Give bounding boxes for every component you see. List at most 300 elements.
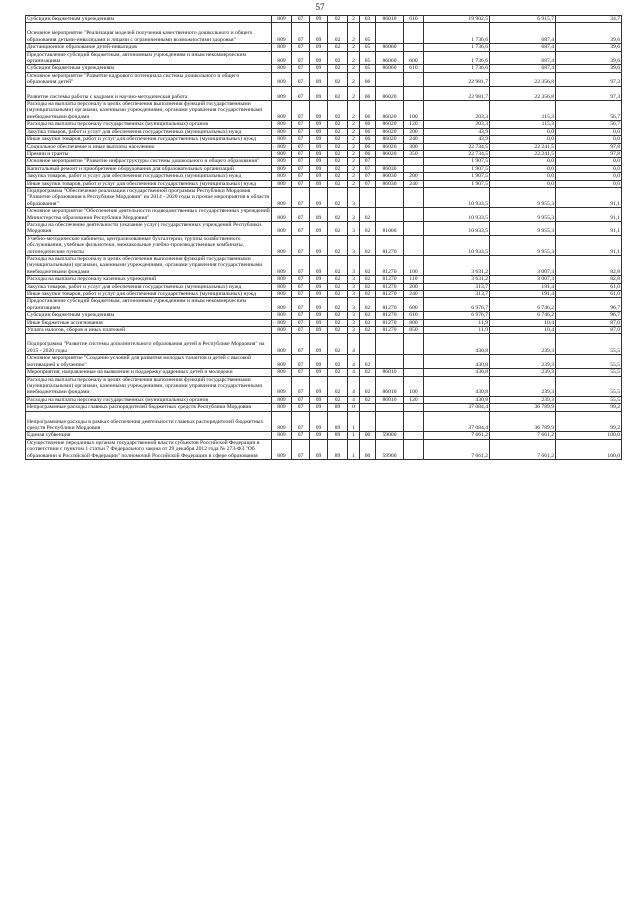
table-row [26, 396, 622, 403]
code-direction: 86020 [376, 128, 404, 135]
code-section: 07 [292, 165, 310, 172]
value-percent: 99,2 [556, 404, 622, 411]
value-percent: 56,7 [556, 101, 622, 121]
code-subsection: 09 [310, 283, 328, 290]
code-expense-type [404, 44, 424, 51]
code-event: 05 [360, 44, 376, 51]
value-plan: 1 736,6 [424, 23, 490, 44]
row-name: Основное мероприятие "Создание условий для развития молодых талантов и детей с высокой мотивацией к обучению" [26, 355, 272, 369]
code-subprogram: 3 [348, 221, 360, 235]
value-plan: 37 084,4 [424, 411, 490, 432]
code-section: 07 [292, 276, 310, 283]
value-percent: 56,7 [556, 121, 622, 128]
code-subprogram: 2 [348, 23, 360, 44]
value-percent: 91,1 [556, 235, 622, 255]
value-percent: 96,7 [556, 312, 622, 319]
code-direction [376, 208, 404, 222]
row-name: Субсидии бюджетным учреждениям [26, 16, 272, 23]
row-name: Расходы на выплаты персоналу в целях обеспечения выполнения функций государственными (муниципальными) органами, казенными учреждениями, органами управления государственными внебюджетными фондами [26, 376, 272, 396]
row-name: Основное мероприятие "Обеспечение деятельности подведомственных государственных учреждений Министерства образования Республики Мордовия" [27, 208, 270, 221]
code-section: 07 [292, 150, 310, 157]
value-percent: 82,8 [556, 256, 622, 276]
code-subsection: 09 [310, 136, 328, 143]
code-subprogram: 4 [348, 355, 360, 369]
code-direction: 81270 [376, 319, 404, 326]
value-percent: 97,3 [556, 72, 622, 86]
code-event: 02 [360, 276, 376, 283]
code-expense-type [404, 235, 424, 255]
table-row [26, 221, 622, 235]
code-section: 07 [292, 72, 310, 86]
code-subsection: 09 [310, 432, 328, 439]
code-ministry: 809 [272, 143, 292, 150]
code-subsection: 09 [310, 334, 328, 355]
value-percent: 82,8 [556, 276, 622, 283]
code-section: 07 [292, 173, 310, 180]
code-program: 02 [328, 16, 348, 23]
table-row [26, 355, 622, 369]
code-event: 07 [360, 165, 376, 172]
code-ministry: 809 [272, 65, 292, 72]
row-name: Предоставление субсидий бюджетным, автономным учреждениям и иным некоммерческим организациям [26, 51, 272, 65]
value-percent: 100,0 [556, 432, 622, 439]
code-ministry: 809 [272, 291, 292, 298]
code-ministry: 809 [272, 298, 292, 312]
value-actual: 0,0 [490, 173, 556, 180]
code-event: 05 [360, 65, 376, 72]
row-name: Закупка товаров, работ и услуг для обеспечения государственных (муниципальных) нужд [26, 283, 272, 290]
value-plan: 1 907,5 [424, 180, 490, 187]
code-subprogram: 2 [348, 136, 360, 143]
code-section: 07 [292, 439, 310, 459]
value-plan: 7 661,2 [424, 432, 490, 439]
code-ministry: 809 [272, 334, 292, 355]
row-name: Закупка товаров, работ и услуг для обеспечения государственных (муниципальных) нужд [26, 173, 272, 180]
code-expense-type [404, 165, 424, 172]
code-subprogram: 2 [348, 44, 360, 51]
value-percent: 55,5 [556, 396, 622, 403]
code-subsection: 09 [310, 158, 328, 165]
table-row [26, 411, 622, 432]
value-actual: 9 955,3 [490, 187, 556, 207]
code-program: 02 [328, 187, 348, 207]
code-expense-type [404, 187, 424, 207]
code-direction: 81270 [376, 327, 404, 334]
code-subprogram: 4 [348, 369, 360, 376]
value-plan: 430,8 [424, 376, 490, 396]
table-row [26, 404, 622, 411]
table-row [26, 319, 622, 326]
code-subprogram: 1 [348, 411, 360, 432]
code-expense-type: 850 [404, 327, 424, 334]
row-name: Мероприятия, направленные на выявление и поддержку одаренных детей и молодежи [26, 369, 272, 376]
value-percent: 61,0 [556, 283, 622, 290]
code-subprogram: 2 [348, 16, 360, 23]
code-program: 02 [328, 165, 348, 172]
code-event: 02 [360, 355, 376, 369]
row-name: Расходы на выплаты персоналу государственных (муниципальных) органов [26, 396, 272, 403]
code-ministry: 809 [272, 411, 292, 432]
row-name: Иные бюджетные ассигнования [26, 319, 272, 326]
value-plan: 10 933,5 [424, 208, 490, 222]
code-ministry: 809 [272, 180, 292, 187]
value-plan: 3 631,2 [424, 276, 490, 283]
code-subprogram: 3 [348, 327, 360, 334]
code-section: 07 [292, 319, 310, 326]
table-row [26, 187, 622, 207]
code-expense-type [404, 23, 424, 44]
code-ministry: 809 [272, 312, 292, 319]
code-subsection: 09 [310, 44, 328, 51]
code-expense-type: 100 [404, 376, 424, 396]
code-subprogram: 4 [348, 396, 360, 403]
code-program: 02 [328, 319, 348, 326]
code-event: 06 [360, 86, 376, 100]
code-direction: 86020 [376, 121, 404, 128]
table-row [26, 283, 622, 290]
code-direction: 86020 [376, 136, 404, 143]
code-expense-type [404, 411, 424, 432]
code-subprogram: 1 [348, 432, 360, 439]
code-section: 07 [292, 369, 310, 376]
code-direction: 86020 [376, 101, 404, 121]
code-ministry: 809 [272, 208, 292, 222]
code-subsection: 09 [310, 208, 328, 222]
code-expense-type [404, 86, 424, 100]
row-name: Уплата налогов, сборов и иных платежей [26, 327, 272, 334]
row-name: Развитие системы работы с кадрами и научно-методическая работа [26, 86, 272, 100]
code-section: 07 [292, 256, 310, 276]
value-actual: 3 007,3 [490, 276, 556, 283]
value-percent: 87,0 [556, 319, 622, 326]
code-direction: 59000 [376, 432, 404, 439]
code-program: 89 [328, 439, 348, 459]
code-ministry: 809 [272, 276, 292, 283]
row-name: Подпрограмма "Обеспечение реализации государственной программы Республики Мордовия "Развитие образования в Республике Мордовия" на 2014 - 2020 годы и прочие мероприятия в области образования" [26, 187, 272, 207]
code-direction: 86020 [376, 86, 404, 100]
value-plan: 1 907,5 [424, 165, 490, 172]
value-actual: 7 661,2 [490, 432, 556, 439]
value-actual: 36 789,9 [490, 404, 556, 411]
code-subsection: 09 [310, 180, 328, 187]
code-expense-type [404, 404, 424, 411]
code-direction: 81270 [376, 283, 404, 290]
code-expense-type: 100 [404, 256, 424, 276]
code-direction [376, 23, 404, 44]
row-name: Расходы на обеспечение деятельности (оказание услуг) государственных учреждений Республики Мордовия [26, 221, 272, 235]
value-plan: 6 976,7 [424, 298, 490, 312]
code-program: 02 [328, 355, 348, 369]
value-actual: 239,3 [490, 334, 556, 355]
code-subprogram: 3 [348, 283, 360, 290]
code-ministry: 809 [272, 221, 292, 235]
value-actual: 239,3 [490, 396, 556, 403]
code-section: 07 [292, 121, 310, 128]
code-ministry: 809 [272, 369, 292, 376]
code-subprogram: 2 [348, 51, 360, 65]
code-event: 06 [360, 150, 376, 157]
row-name: Расходы на выплаты персоналу государственных (муниципальных) органов [26, 121, 272, 128]
value-plan: 10 933,5 [424, 187, 490, 207]
code-program: 02 [328, 136, 348, 143]
code-event [360, 187, 376, 207]
table-row [26, 65, 622, 72]
code-section: 07 [292, 327, 310, 334]
code-subsection: 09 [310, 51, 328, 65]
value-actual: 0,0 [490, 136, 556, 143]
value-percent: 91,1 [556, 221, 622, 235]
row-name: Иные закупки товаров, работ и услуг для обеспечения государственных (муниципальных) нужд [26, 136, 272, 143]
code-program: 02 [328, 51, 348, 65]
code-section: 07 [292, 86, 310, 100]
code-section: 07 [292, 101, 310, 121]
code-ministry: 809 [272, 283, 292, 290]
code-subsection: 09 [310, 312, 328, 319]
code-subprogram: 3 [348, 235, 360, 255]
code-ministry: 809 [272, 72, 292, 86]
code-section: 07 [292, 65, 310, 72]
code-program: 02 [328, 44, 348, 51]
row-name: Предоставление субсидий бюджетным, автономным учреждениям и иным некоммерческим организациям [26, 298, 272, 312]
code-subprogram: 4 [348, 376, 360, 396]
code-section: 07 [292, 235, 310, 255]
value-percent: 97,3 [556, 86, 622, 100]
code-section: 07 [292, 143, 310, 150]
code-ministry: 809 [272, 165, 292, 172]
code-subsection: 09 [310, 411, 328, 432]
row-name: Непрограммные расходы в рамках обеспечения деятельности главных распорядителей бюджетных средств Республики Мордовия [26, 411, 272, 432]
code-subprogram: 1 [348, 439, 360, 459]
value-percent: 55,5 [556, 369, 622, 376]
code-event: 06 [360, 101, 376, 121]
table-row [26, 165, 622, 172]
code-expense-type: 600 [404, 298, 424, 312]
table-row [26, 158, 622, 165]
code-direction: 86010 [376, 16, 404, 23]
value-percent: 100,0 [556, 439, 622, 459]
code-event: 02 [360, 369, 376, 376]
value-plan: 1 736,6 [424, 44, 490, 51]
value-percent: 39,6 [556, 51, 622, 65]
table-row [26, 128, 622, 135]
value-plan: 22 981,7 [424, 72, 490, 86]
code-direction: 59900 [376, 439, 404, 459]
value-percent: 39,6 [556, 23, 622, 44]
code-section: 07 [292, 23, 310, 44]
code-expense-type: 350 [404, 150, 424, 157]
code-subsection: 09 [310, 276, 328, 283]
code-direction: 81270 [376, 298, 404, 312]
code-subprogram: 2 [348, 72, 360, 86]
code-subprogram: 3 [348, 312, 360, 319]
code-expense-type: 120 [404, 121, 424, 128]
code-ministry: 809 [272, 150, 292, 157]
value-actual: 6 915,7 [490, 16, 556, 23]
code-subprogram: 3 [348, 256, 360, 276]
value-plan: 203,3 [424, 121, 490, 128]
code-event: 02 [360, 319, 376, 326]
value-plan: 430,8 [424, 396, 490, 403]
code-event: 07 [360, 180, 376, 187]
row-name: Осуществление переданных органам государственной власти субъектов Российской Федерации в соответствии с пунктом 1 статьи 7 Федерального закона от 29 декабря 2012 года № 273-ФЗ "Об образовании в Российской Федерации" полномочий Российской Федерации в сфере образования [26, 439, 272, 459]
code-expense-type: 110 [404, 276, 424, 283]
value-percent: 55,5 [556, 355, 622, 369]
value-actual: 9 955,3 [490, 208, 556, 222]
code-subprogram: 4 [348, 334, 360, 355]
value-percent: 99,2 [556, 411, 622, 432]
code-subsection: 09 [310, 319, 328, 326]
value-percent: 39,6 [556, 65, 622, 72]
code-event: 06 [360, 72, 376, 86]
code-section: 07 [292, 44, 310, 51]
code-subsection: 09 [310, 173, 328, 180]
code-subsection: 09 [310, 72, 328, 86]
table-row [26, 256, 622, 276]
code-section: 07 [292, 16, 310, 23]
code-direction [376, 334, 404, 355]
value-plan: 43,9 [424, 128, 490, 135]
code-expense-type: 200 [404, 173, 424, 180]
code-event [360, 334, 376, 355]
code-direction: 86060 [376, 51, 404, 65]
code-section: 07 [292, 334, 310, 355]
code-program: 02 [328, 327, 348, 334]
value-actual: 0,0 [490, 180, 556, 187]
code-subprogram: 3 [348, 187, 360, 207]
table-row [26, 173, 622, 180]
code-program: 02 [328, 208, 348, 222]
code-event: 05 [360, 23, 376, 44]
value-plan: 1 736,6 [424, 51, 490, 65]
code-ministry: 809 [272, 23, 292, 44]
code-subprogram: 3 [348, 291, 360, 298]
code-subsection: 09 [310, 376, 328, 396]
value-actual: 191,4 [490, 291, 556, 298]
code-expense-type: 240 [404, 291, 424, 298]
code-ministry: 809 [272, 101, 292, 121]
code-ministry: 809 [272, 158, 292, 165]
table-row [26, 72, 622, 86]
code-expense-type: 200 [404, 128, 424, 135]
table-row [26, 101, 622, 121]
code-ministry: 809 [272, 86, 292, 100]
value-plan: 430,8 [424, 355, 490, 369]
value-actual: 239,3 [490, 355, 556, 369]
value-actual: 687,4 [490, 23, 556, 44]
code-subprogram: 2 [348, 65, 360, 72]
code-section: 07 [292, 396, 310, 403]
code-program: 02 [328, 312, 348, 319]
code-program: 02 [328, 256, 348, 276]
value-percent: 0,0 [556, 180, 622, 187]
table-row [26, 23, 622, 44]
code-event: 02 [360, 298, 376, 312]
value-actual: 239,3 [490, 369, 556, 376]
row-name: Субсидии бюджетным учреждениям [26, 312, 272, 319]
code-ministry: 809 [272, 173, 292, 180]
code-direction: 86060 [376, 65, 404, 72]
code-expense-type: 200 [404, 283, 424, 290]
page-number: 57 [315, 2, 325, 12]
value-actual: 10,4 [490, 327, 556, 334]
code-direction: 86020 [376, 143, 404, 150]
code-program: 02 [328, 65, 348, 72]
table-row [26, 180, 622, 187]
code-direction: 86060 [376, 44, 404, 51]
code-event: 06 [360, 143, 376, 150]
code-subsection: 09 [310, 16, 328, 23]
value-plan: 430,8 [424, 334, 490, 355]
row-name: Подпрограмма "Развитие системы дополнительного образования детей в Республике Мордовия" на 2015 - 2020 годы [26, 334, 272, 355]
code-event: 06 [360, 121, 376, 128]
code-section: 07 [292, 298, 310, 312]
code-ministry: 809 [272, 319, 292, 326]
code-subprogram: 3 [348, 208, 360, 222]
code-event [360, 411, 376, 432]
value-percent: 0,0 [556, 165, 622, 172]
row-name: Основное мероприятие "Развитие кадрового потенциала системы дошкольного и общего образования детей" [26, 72, 272, 86]
code-section: 07 [292, 355, 310, 369]
value-percent: 91,1 [556, 187, 622, 207]
code-event: 07 [360, 158, 376, 165]
code-expense-type: 800 [404, 319, 424, 326]
value-plan: 10 933,5 [424, 221, 490, 235]
value-percent: 0,0 [556, 158, 622, 165]
value-actual: 191,4 [490, 283, 556, 290]
code-expense-type: 120 [404, 396, 424, 403]
code-ministry: 809 [272, 44, 292, 51]
code-ministry: 809 [272, 439, 292, 459]
code-direction: 81270 [376, 291, 404, 298]
code-direction [376, 158, 404, 165]
code-expense-type [404, 432, 424, 439]
code-event: 02 [360, 396, 376, 403]
code-program: 02 [328, 180, 348, 187]
code-direction [376, 404, 404, 411]
table-row [26, 86, 622, 100]
table-row [26, 334, 622, 355]
value-percent: 0,0 [556, 173, 622, 180]
value-percent: 55,5 [556, 334, 622, 355]
value-actual: 3 007,3 [490, 256, 556, 276]
table-row [26, 312, 622, 319]
code-expense-type [404, 439, 424, 459]
code-program: 02 [328, 396, 348, 403]
value-percent: 34,7 [556, 16, 622, 23]
code-subprogram: 2 [348, 158, 360, 165]
value-percent: 97,8 [556, 150, 622, 157]
value-actual: 0,0 [490, 165, 556, 172]
code-ministry: 809 [272, 256, 292, 276]
code-event: 00 [360, 439, 376, 459]
code-subsection: 09 [310, 221, 328, 235]
value-plan: 430,8 [424, 369, 490, 376]
code-subprogram: 2 [348, 101, 360, 121]
code-section: 07 [292, 51, 310, 65]
code-event: 02 [360, 256, 376, 276]
code-program: 02 [328, 23, 348, 44]
code-event: 00 [360, 432, 376, 439]
code-subsection: 09 [310, 23, 328, 44]
table-row [26, 298, 622, 312]
value-actual: 687,4 [490, 51, 556, 65]
value-actual: 9 955,3 [490, 235, 556, 255]
code-section: 07 [292, 128, 310, 135]
code-expense-type: 300 [404, 143, 424, 150]
code-subprogram: 2 [348, 150, 360, 157]
code-section: 07 [292, 404, 310, 411]
value-actual: 687,4 [490, 65, 556, 72]
